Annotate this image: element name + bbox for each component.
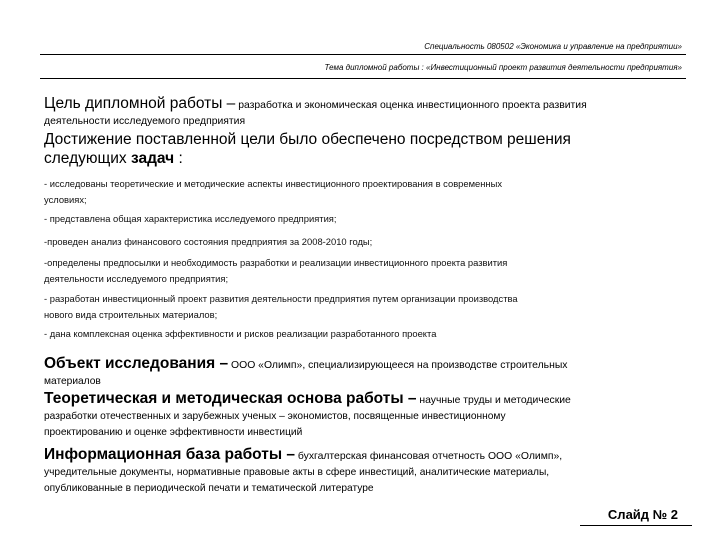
info-text-line1: бухгалтерская финансовая отчетность ООО «Олимп», <box>295 451 563 462</box>
goal-section <box>44 94 684 130</box>
basis-text-line1: научные труды и методические <box>416 395 571 406</box>
object-text-line2: материалов <box>44 376 101 387</box>
header-divider-top <box>40 54 686 55</box>
achievement-line2-prefix: следующих <box>44 150 131 167</box>
task-item-line1: - представлена общая характеристика исследуемого предприятия; <box>44 213 337 224</box>
task-item-line2: нового вида строительных материалов; <box>44 308 218 320</box>
specialty-header: Специальность 080502 «Экономика и управление на предприятии» <box>424 42 682 51</box>
info-label: Информационная база работы – <box>44 446 296 463</box>
info-text-line3: опубликованные в периодической печати и тематической литературе <box>44 483 374 494</box>
task-item-line1: - дана комплексная оценка эффективности и рисков реализации разработанного проекта <box>44 328 437 339</box>
header-divider-bottom <box>40 78 686 79</box>
basis-text-line3: проектированию и оценке эффективности инвестиций <box>44 427 303 438</box>
achievement-line1: Достижение поставленной цели было обеспечено посредством решения <box>44 131 571 148</box>
slide-number-underline <box>580 525 692 526</box>
task-item <box>44 326 684 342</box>
achievement-line2-suffix: : <box>174 150 183 167</box>
task-item <box>44 234 684 250</box>
goal-label: Цель дипломной работы – <box>44 95 236 112</box>
task-item-line1: -определены предпосылки и необходимость разработки и реализации инвестиционного проекта развития <box>44 257 508 268</box>
task-item-line1: -проведен анализ финансового состояния предприятия за 2008-2010 годы; <box>44 236 373 247</box>
goal-text-line2: деятельности исследуемого предприятия <box>44 116 246 127</box>
basis-text-line2: разработки отечественных и зарубежных ученых – экономистов, посвященные инвестиционному <box>44 411 506 422</box>
slide-number: Слайд № 2 <box>607 507 678 522</box>
task-item-line1: - исследованы теоретические и методические аспекты инвестиционного проектирования в современных <box>44 178 503 189</box>
basis-section <box>44 389 684 441</box>
task-item <box>44 176 684 207</box>
task-item <box>44 291 684 322</box>
task-item-line2: деятельности исследуемого предприятия; <box>44 272 229 284</box>
thesis-topic-header: Тема дипломной работы : «Инвестиционный проект развития деятельности предприятия» <box>324 63 682 72</box>
task-item-line1: - разработан инвестиционный проект развития деятельности предприятия путем организации производства <box>44 293 518 304</box>
task-item-line2: условиях; <box>44 193 87 205</box>
info-text-line2: учредительные документы, нормативные правовые акты в сфере инвестиций, аналитические материалы, <box>44 467 550 478</box>
goal-text-line1: разработка и экономическая оценка инвестиционного проекта развития <box>235 100 587 111</box>
object-section <box>44 354 684 390</box>
info-section <box>44 445 684 497</box>
object-label: Объект исследования – <box>44 355 229 372</box>
object-text-line1: ООО «Олимп», специализирующееся на производстве строительных <box>228 360 568 371</box>
basis-label: Теоретическая и методическая основа работы – <box>44 390 417 407</box>
task-item <box>44 255 684 286</box>
achievement-section <box>44 130 684 168</box>
task-item <box>44 211 684 227</box>
achievement-tasks-word: задач <box>130 150 175 167</box>
